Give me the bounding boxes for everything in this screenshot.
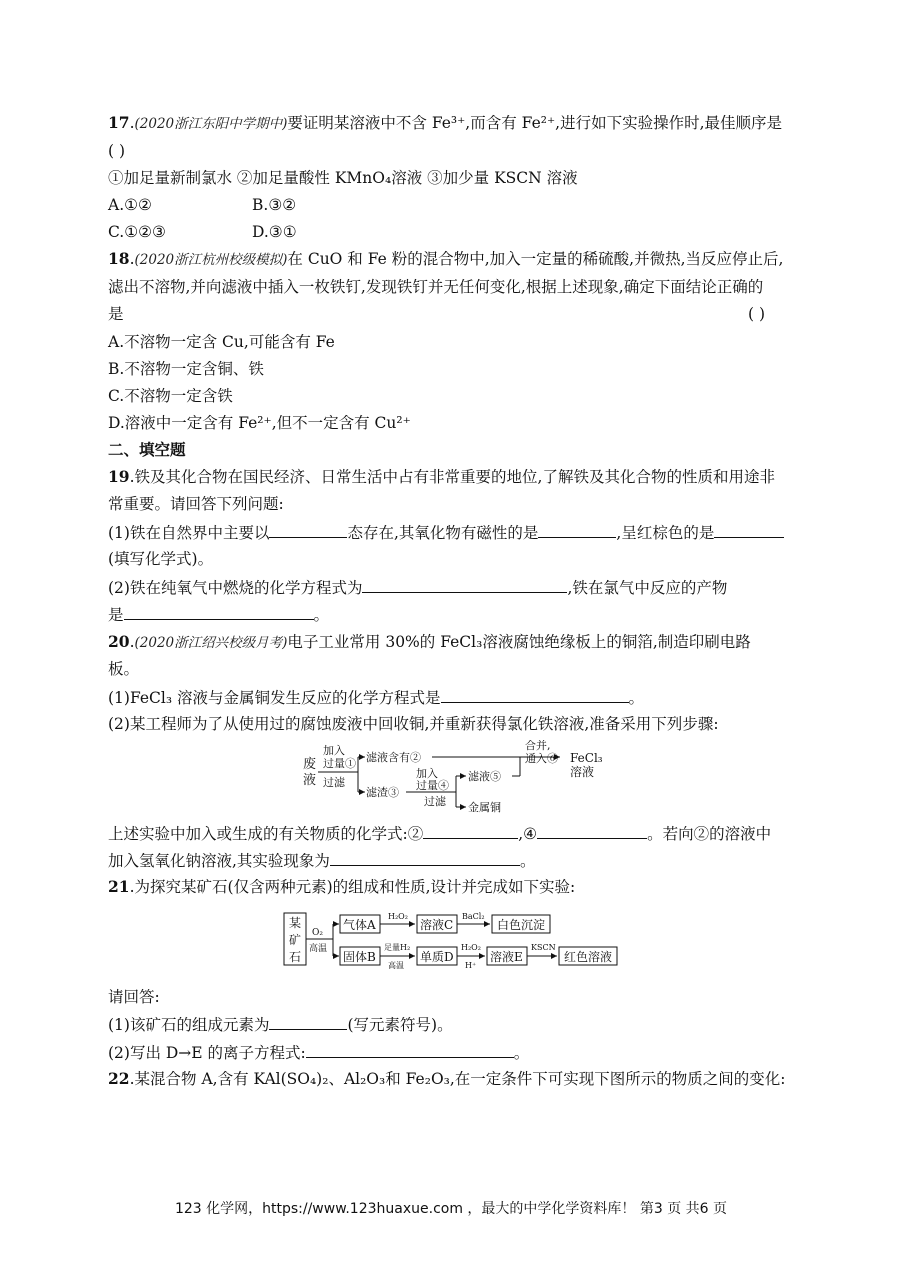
section-heading: 二、填空题 (108, 441, 186, 459)
q17-number: 17 (108, 113, 130, 132)
flow-start-1: 废 (303, 757, 317, 772)
q22-stem-text: 某混合物 A,含有 KAl(SO₄)₂、Al₂O₃和 Fe₂O₃,在一定条件下可实现下图所示的物质之间的变化: (134, 1070, 786, 1088)
reagent-bacl2: BaCl₂ (462, 912, 485, 921)
simple-d: 单质D (420, 950, 454, 964)
q17-option-a: A.①② (108, 196, 152, 214)
red-solution: 红色溶液 (564, 950, 613, 964)
answer-blank[interactable] (330, 849, 520, 866)
q19-number: 19 (108, 467, 130, 486)
q18-source: (2020浙江杭州校级模拟) (134, 252, 288, 268)
solution-c: 溶液C (420, 918, 454, 932)
answer-blank[interactable] (423, 822, 518, 839)
q20-number: 20 (108, 632, 130, 651)
answer-blank[interactable] (537, 822, 647, 839)
flow-add1-a: 加入 (323, 744, 345, 757)
q19-part1-note: (填写化学式)。 (108, 550, 214, 568)
q18-stem-line3: 是 (108, 305, 124, 323)
q19-stem: 19.铁及其化合物在国民经济、日常生活中占有非常重要的地位,了解铁及其化合物的性质和用途非 (108, 467, 775, 486)
q20-part2: (2)某工程师为了从使用过的腐蚀废液中回收铜,并重新获得氯化铁溶液,准备采用下列步骤: (108, 715, 719, 733)
q19-part2-cont: 是 。 (108, 603, 329, 626)
flow-copper: 金属铜 (468, 801, 501, 814)
cond-high-temp: 高温 (309, 944, 328, 954)
gas-a: 气体A (343, 918, 376, 932)
cond-high-temp-2: 高温 (388, 961, 404, 970)
q20-stem-line1: 电子工业常用 30%的 FeCl₃溶液腐蚀绝缘板上的铜箔,制造印刷电路 (287, 633, 751, 651)
q17-option-c: C.①②③ (108, 223, 166, 241)
q22-number: 22 (108, 1069, 130, 1088)
reagent-o2: O₂ (312, 928, 323, 938)
q18-stem-line1: 在 CuO 和 Fe 粉的混合物中,加入一定量的稀硫酸,并微热,当反应停止后, (287, 250, 784, 268)
ore-2: 矿 (289, 933, 302, 947)
q18-option-a: A.不溶物一定含 Cu,可能含有 Fe (108, 333, 335, 351)
q21-ask: 请回答: (108, 988, 160, 1006)
flow-start-2: 液 (303, 773, 317, 788)
answer-blank[interactable] (362, 576, 567, 593)
q17-option-b: B.③② (252, 196, 297, 214)
q20-source: (2020浙江绍兴校级月考) (134, 635, 288, 651)
answer-blank[interactable] (269, 1013, 347, 1030)
flow-filter2: 过滤 (424, 795, 446, 808)
answer-blank[interactable] (269, 521, 347, 538)
flow-merge-2: 通入⑥ (525, 752, 558, 765)
answer-blank[interactable] (124, 603, 314, 620)
q21-stem-text: 为探究某矿石(仅含两种元素)的组成和性质,设计并完成如下实验: (134, 878, 576, 896)
flow-product-1: FeCl₃ (570, 751, 603, 765)
q19-part2: (2)铁在纯氧气中燃烧的化学方程式为 ,铁在氯气中反应的产物 (108, 576, 727, 599)
q18-option-b: B.不溶物一定含铜、铁 (108, 360, 264, 378)
flow-merge-1: 合并, (525, 740, 551, 752)
q19-stem-line2: 常重要。请回答下列问题: (108, 495, 284, 513)
q18-number: 18 (108, 249, 130, 268)
flow-filtrate2: 滤液含有② (366, 751, 421, 764)
reagent-h2o2-1: H₂O₂ (388, 912, 408, 921)
q17-bracket: ( ) (108, 142, 126, 160)
q17-operations: ①加足量新制氯水 ②加足量酸性 KMnO₄溶液 ③加少量 KSCN 溶液 (108, 169, 578, 187)
q22-stem: 22.某混合物 A,含有 KAl(SO₄)₂、Al₂O₃和 Fe₂O₃,在一定条件下可实现下图所示的物质之间的变化: (108, 1069, 786, 1088)
q21-part2: (2)写出 D→E 的离子方程式: 。 (108, 1041, 529, 1064)
reagent-kscn: KSCN (531, 943, 556, 952)
flow-filter1: 过滤 (323, 776, 345, 789)
flow-add4-b: 过量④ (416, 779, 449, 792)
q21-number: 21 (108, 877, 130, 896)
ore-3: 石 (289, 950, 302, 964)
answer-blank[interactable] (306, 1041, 514, 1058)
answer-blank[interactable] (714, 521, 784, 538)
q18-option-d: D.溶液中一定含有 Fe²⁺,但不一定含有 Cu²⁺ (108, 414, 411, 432)
flow-add1-b: 过量① (323, 757, 356, 770)
q19-stem-line1: 铁及其化合物在国民经济、日常生活中占有非常重要的地位,了解铁及其化合物的性质和用途非 (134, 468, 775, 486)
solution-e: 溶液E (490, 950, 523, 964)
page-footer: 123 化学网，https://www.123huaxue.com ，最大的中学化学资料库！ 第3 页 共6 页 (174, 1201, 728, 1217)
q21-part1: (1)该矿石的组成元素为 (写元素符号)。 (108, 1013, 453, 1036)
q20-flowchart (270, 740, 620, 820)
q19-part1: (1)铁在自然界中主要以 态存在,其氧化物有磁性的是 ,呈红棕色的是 (108, 521, 784, 544)
q20-part1: (1)FeCl₃ 溶液与金属铜发生反应的化学方程式是 。 (108, 686, 644, 709)
reagent-h-plus: H⁺ (465, 961, 477, 970)
flow-residue3: 滤渣③ (366, 786, 399, 799)
q18-stem-line2: 滤出不溶物,并向滤液中插入一枚铁钉,发现铁钉并无任何变化,根据上述现象,确定下面结论正确的 (108, 278, 764, 296)
flow-product-2: 溶液 (570, 765, 595, 779)
flow-add4-a: 加入 (416, 767, 438, 780)
solid-b: 固体B (343, 950, 376, 964)
q21-stem: 21.为探究某矿石(仅含两种元素)的组成和性质,设计并完成如下实验: (108, 877, 576, 896)
white-precipitate: 白色沉淀 (497, 918, 546, 932)
answer-blank[interactable] (441, 686, 629, 703)
q17-option-d: D.③① (252, 223, 297, 241)
answer-blank[interactable] (538, 521, 616, 538)
flow-filtrate5: 滤液⑤ (468, 770, 501, 783)
q21-flowchart (283, 905, 623, 970)
q20-part3: 上述实验中加入或生成的有关物质的化学式:② ,④ 。若向②的溶液中 (108, 822, 771, 845)
reagent-h2: 足量H₂ (384, 943, 411, 952)
ore-1: 某 (289, 916, 302, 930)
q20-part4: 加入氢氧化钠溶液,其实验现象为 。 (108, 849, 535, 872)
q18-bracket: ( ) (748, 305, 766, 323)
q17-source: (2020浙江东阳中学期中) (134, 116, 288, 132)
reagent-h2o2-2: H₂O₂ (461, 943, 481, 952)
q20-stem-line2: 板。 (108, 660, 140, 678)
q18-stem: 18.(2020浙江杭州校级模拟)在 CuO 和 Fe 粉的混合物中,加入一定量的稀硫酸,并微热,当反应停止后, (108, 249, 784, 268)
q20-stem: 20.(2020浙江绍兴校级月考)电子工业常用 30%的 FeCl₃溶液腐蚀绝缘板上的铜箔,制造印刷电路 (108, 632, 751, 651)
q18-option-c: C.不溶物一定含铁 (108, 387, 233, 405)
q17-stem: 17.(2020浙江东阳中学期中)要证明某溶液中不含 Fe³⁺,而含有 Fe²⁺,进行如下实验操作时,最佳顺序是 (108, 113, 782, 132)
q17-stem-text: 要证明某溶液中不含 Fe³⁺,而含有 Fe²⁺,进行如下实验操作时,最佳顺序是 (287, 114, 782, 132)
